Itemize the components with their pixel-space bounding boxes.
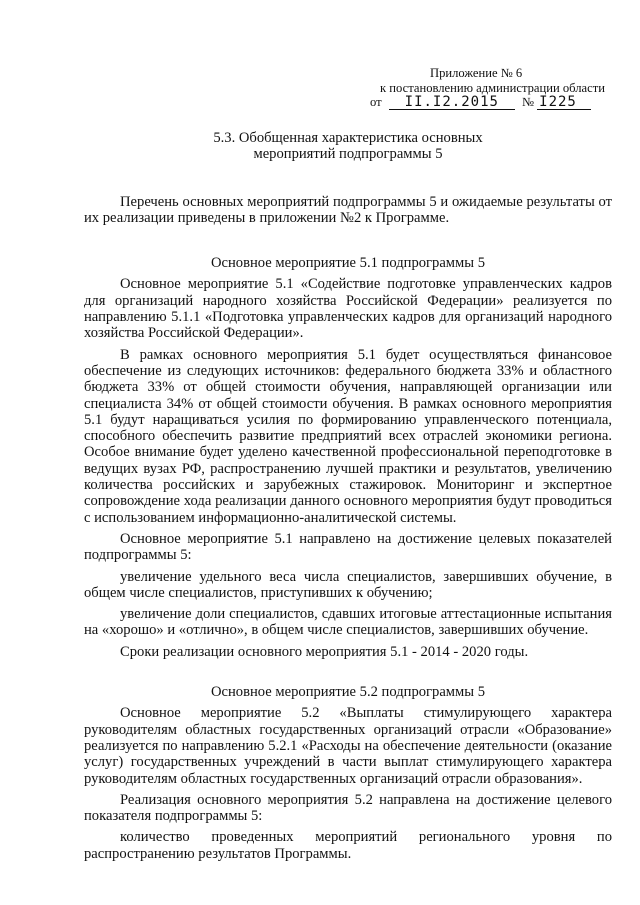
decree-date: II.I2.2015	[389, 95, 515, 110]
measure-5-2-indicator: количество проведенных мероприятий регионального уровня по распространению результатов Программы.	[84, 829, 612, 862]
measure-5-1-paragraph-3: Основное мероприятие 5.1 направлено на достижение целевых показателей подпрограммы 5:	[84, 530, 612, 564]
measure-5-1-paragraph-2: В рамках основного мероприятия 5.1 будет осуществляться финансовое обеспечение из следующих источников: федерального бюджета 33% и областного бюджета 33% от общей стоимости обучения, направляющей организации или специалиста 34% от общей стоимости обучения. В рамках основного мероприятия 5.1 будут наращиваться усилия по формированию управленческого потенциала, способного обеспечить развитие предприятий всех отраслей экономики региона. Особое внимание будет уделено качественной профессиональной переподготовке в ведущих вузах РФ, распространению лучшей практики и результатов, увеличению количества российских и зарубежных стажировок. Мониторинг и экспертное сопровождение хода реализации данного основного мероприятия будут проводиться с использованием информационно-аналитической системы.	[84, 346, 612, 526]
measure-5-2-paragraph-2: Реализация основного мероприятия 5.2 направлена на достижение целевого показателя подпрограммы 5:	[84, 791, 612, 825]
decree-number: I225	[537, 95, 591, 110]
section-title	[84, 130, 612, 163]
document-body	[84, 130, 612, 862]
measure-5-1-indicator-2: увеличение доли специалистов, сдавших итоговые аттестационные испытания на «хорошо» и «отлично», в общем числе специалистов, завершивших обучение.	[84, 606, 612, 639]
appendix-number: Приложение № 6	[430, 66, 523, 80]
measure-5-2-heading: Основное мероприятие 5.2 подпрограммы 5	[210, 684, 486, 701]
decree-date-line	[370, 95, 591, 110]
from-label: от	[370, 95, 382, 109]
intro-paragraph: Перечень основных мероприятий подпрограммы 5 и ожидаемые результаты от их реализации приведены в приложении №2 к Программе.	[84, 193, 612, 226]
number-sign: №	[521, 95, 534, 109]
measure-5-1-timeline: Сроки реализации основного мероприятия 5.1 - 2014 - 2020 годы.	[120, 643, 529, 660]
section-title-line-2: мероприятий подпрограммы 5	[253, 146, 443, 163]
measure-5-1-heading: Основное мероприятие 5.1 подпрограммы 5	[210, 255, 486, 272]
measure-5-2-paragraph-1: Основное мероприятие 5.2 «Выплаты стимулирующего характера руководителям областных государственных организаций отрасли «Образование» реализуется по направлению 5.2.1 «Расходы на обеспечение деятельности (оказание услуг) государственных учреждений в части выплат стимулирующего характера руководителям областных государственных организаций отрасли образования».	[84, 705, 612, 787]
measure-5-1-indicator-1: увеличение удельного веса числа специалистов, завершивших обучение, в общем числе специалистов, приступивших к обучению;	[84, 568, 612, 601]
decree-reference: к постановлению администрации области	[380, 81, 605, 95]
measure-5-1-paragraph-1: Основное мероприятие 5.1 «Содействие подготовке управленческих кадров для организаций народного хозяйства Российской Федерации» реализуется по направлению 5.1.1 «Подготовка управленческих кадров для организаций народного хозяйства Российской Федерации».	[84, 276, 612, 342]
section-title-line-1: 5.3. Обобщенная характеристика основных	[213, 130, 483, 146]
